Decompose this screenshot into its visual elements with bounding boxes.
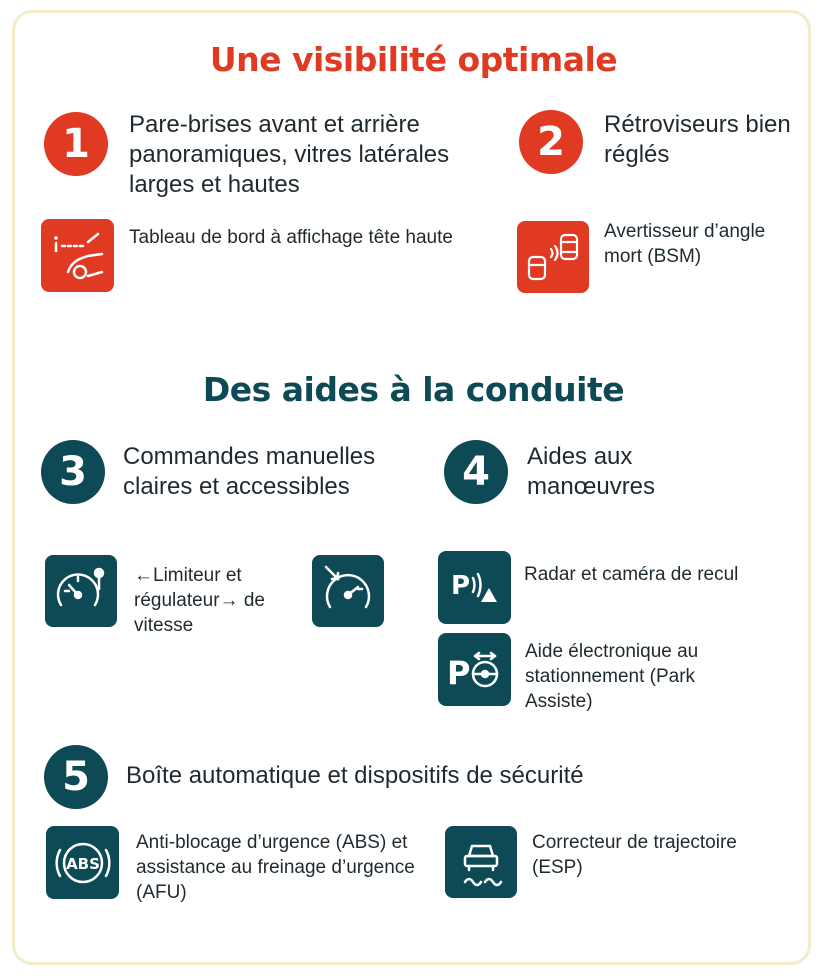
parking-sensor-icon xyxy=(438,551,511,624)
esp-icon xyxy=(445,826,517,898)
esp-feature-text: Correcteur de trajectoire (ESP) xyxy=(532,832,737,878)
park-assist-feature-text: Aide électronique au stationnement (Park Assiste) xyxy=(525,641,699,712)
section-title-visibility: Une visibilité optimale xyxy=(209,40,618,79)
item-1-text: Pare-brises avant et arrière panoramiques, vitres latérales larges et hautes xyxy=(129,111,450,198)
number-badge-4: 4 xyxy=(444,440,508,504)
item-5-text: Boîte automatique et dispositifs de sécurité xyxy=(126,762,584,789)
bsm-feature-text: Avertisseur d’angle mort (BSM) xyxy=(604,221,766,267)
blind-spot-icon xyxy=(517,221,589,293)
number-badge-1: 1 xyxy=(44,112,108,176)
speed-limiter-icon xyxy=(45,555,117,627)
svg-text:P: P xyxy=(446,653,470,692)
abs-feature-text: Anti-blocage d’urgence (ABS) et assistance au freinage d’urgence (AFU) xyxy=(136,832,415,903)
hud-feature-text: Tableau de bord à affichage tête haute xyxy=(129,227,453,248)
item-3-text: Commandes manuelles claires et accessibles xyxy=(123,443,376,500)
abs-icon-label: ABS xyxy=(65,854,100,873)
cruise-control-icon xyxy=(312,555,384,627)
speed-feature-text: ←Limiteur et régulateur→ de vitesse xyxy=(134,565,265,636)
number-badge-3: 3 xyxy=(41,440,105,504)
number-badge-5: 5 xyxy=(44,745,108,809)
radar-feature-text: Radar et caméra de recul xyxy=(524,564,739,585)
item-4-text: Aides aux manœuvres xyxy=(527,443,656,500)
park-assist-icon xyxy=(438,633,511,706)
abs-icon xyxy=(46,826,119,899)
number-badge-2: 2 xyxy=(519,110,583,174)
item-2-text: Rétroviseurs bien réglés xyxy=(604,111,791,168)
head-up-display-icon xyxy=(41,219,114,292)
section-title-driving-aids: Des aides à la conduite xyxy=(202,370,625,409)
svg-text:P: P xyxy=(450,570,470,601)
